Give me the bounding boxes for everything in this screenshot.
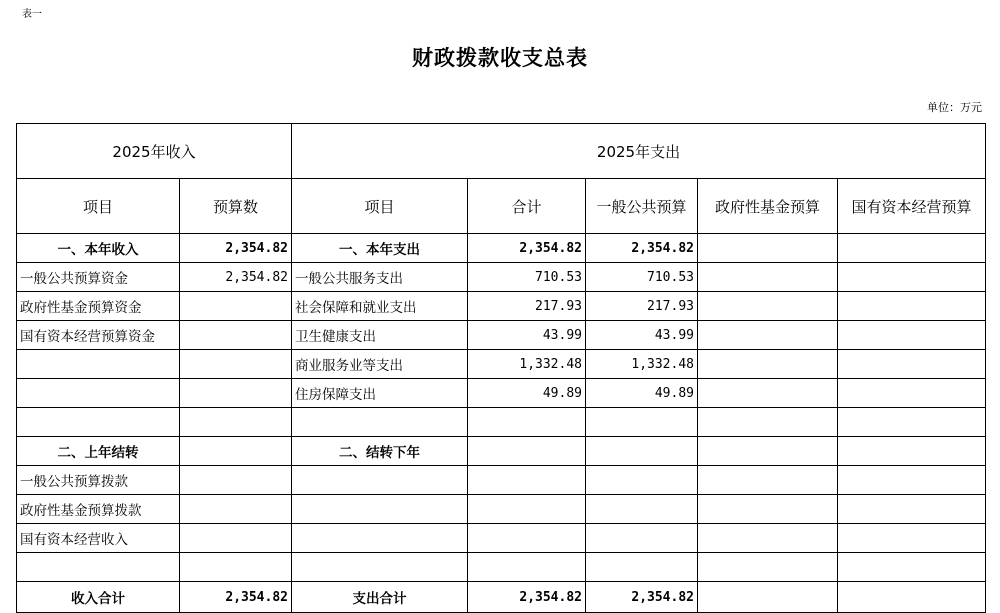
table-row [17,553,986,582]
table-cell [698,408,838,437]
table-cell: 收入合计 [17,582,180,613]
table-cell: 卫生健康支出 [292,321,468,350]
table-cell [468,437,586,466]
table-label: 表一 [22,9,42,20]
table-cell: 一般公共服务支出 [292,263,468,292]
table-cell [838,408,986,437]
table-cell: 一般公共预算拨款 [17,466,180,495]
table-cell [292,495,468,524]
table-cell [838,466,986,495]
table-row [17,437,986,466]
table-cell [698,234,838,263]
table-cell: 二、结转下年 [292,437,468,466]
table-row [17,408,986,437]
table-cell [838,553,986,582]
table-cell: 2,354.82 [586,234,698,263]
table-cell [698,495,838,524]
table-row [17,524,986,553]
table-cell: 2,354.82 [180,582,292,613]
table-cell [468,553,586,582]
table-cell [698,379,838,408]
table-cell [292,553,468,582]
budget-table [16,123,986,613]
table-row [17,495,986,524]
table-cell [838,234,986,263]
table-row [17,350,986,379]
table-cell: 国有资本经营预算资金 [17,321,180,350]
income-item-header: 项目 [17,179,180,234]
table-cell: 2,354.82 [468,234,586,263]
table-cell [17,379,180,408]
table-cell: 43.99 [468,321,586,350]
table-row [17,234,986,263]
table-row [17,263,986,292]
table-cell [180,553,292,582]
table-cell [698,553,838,582]
table-cell [586,437,698,466]
table-cell [586,524,698,553]
table-cell [698,263,838,292]
table-cell [838,379,986,408]
table-cell [468,495,586,524]
income-group-header: 2025年收入 [17,124,292,179]
table-cell: 1,332.48 [468,350,586,379]
table-cell: 710.53 [468,263,586,292]
table-cell: 1,332.48 [586,350,698,379]
table-row [17,466,986,495]
table-cell [698,292,838,321]
expense-fund-header: 政府性基金预算 [698,179,838,234]
table-row [17,379,986,408]
unit-label: 单位：万元 [927,101,982,114]
table-cell: 217.93 [586,292,698,321]
table-cell: 政府性基金预算资金 [17,292,180,321]
table-cell [838,350,986,379]
table-cell: 商业服务业等支出 [292,350,468,379]
table-row [17,292,986,321]
table-row [17,321,986,350]
expense-group-header: 2025年支出 [292,124,986,179]
table-cell [698,321,838,350]
expense-item-header: 项目 [292,179,468,234]
table-cell [468,466,586,495]
total-row [17,582,986,613]
table-cell [586,466,698,495]
table-cell: 49.89 [586,379,698,408]
table-cell [838,292,986,321]
table-cell [838,263,986,292]
table-cell [180,321,292,350]
table-cell: 2,354.82 [586,582,698,613]
table-cell [586,495,698,524]
table-cell [838,582,986,613]
table-cell [292,524,468,553]
table-cell [292,408,468,437]
table-cell [838,524,986,553]
table-cell [180,408,292,437]
table-cell: 国有资本经营收入 [17,524,180,553]
table-cell: 一、本年收入 [17,234,180,263]
table-cell: 2,354.82 [180,263,292,292]
expense-general-header: 一般公共预算 [586,179,698,234]
table-cell [838,321,986,350]
table-cell [17,408,180,437]
income-budget-header: 预算数 [180,179,292,234]
table-cell: 二、上年结转 [17,437,180,466]
table-cell [292,466,468,495]
table-cell: 一、本年支出 [292,234,468,263]
table-cell [180,524,292,553]
expense-state-header: 国有资本经营预算 [838,179,986,234]
table-cell: 政府性基金预算拨款 [17,495,180,524]
table-cell [838,495,986,524]
table-cell [180,292,292,321]
table-cell [17,350,180,379]
table-cell [698,466,838,495]
table-cell: 710.53 [586,263,698,292]
expense-total-header: 合计 [468,179,586,234]
table-cell [838,437,986,466]
table-cell [180,466,292,495]
table-cell [698,582,838,613]
table-cell [586,553,698,582]
table-cell: 一般公共预算资金 [17,263,180,292]
table-cell [180,379,292,408]
table-cell: 支出合计 [292,582,468,613]
table-cell [698,524,838,553]
table-cell: 2,354.82 [180,234,292,263]
table-cell: 住房保障支出 [292,379,468,408]
table-cell [586,408,698,437]
table-cell [180,437,292,466]
table-cell: 2,354.82 [468,582,586,613]
table-cell [698,437,838,466]
table-cell: 社会保障和就业支出 [292,292,468,321]
table-cell [468,524,586,553]
table-cell: 43.99 [586,321,698,350]
page-title: 财政拨款收支总表 [412,45,588,70]
table-cell [180,350,292,379]
table-cell [180,495,292,524]
table-cell: 49.89 [468,379,586,408]
table-cell [17,553,180,582]
table-cell: 217.93 [468,292,586,321]
table-cell [698,350,838,379]
table-cell [468,408,586,437]
